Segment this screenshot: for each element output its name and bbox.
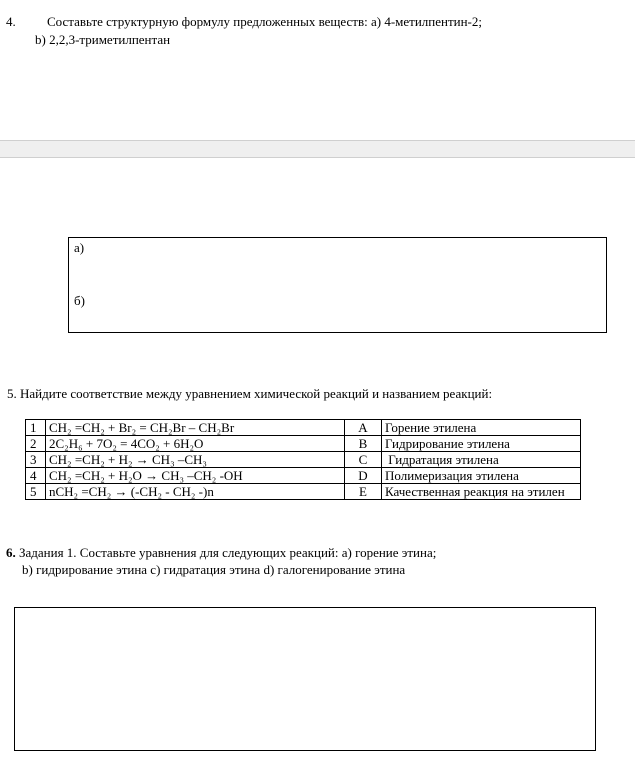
page-divider — [0, 140, 635, 158]
table-row — [26, 436, 581, 452]
table-row — [26, 484, 581, 500]
row-number: 5 — [26, 484, 46, 500]
reaction-name: Качественная реакция на этилен — [382, 484, 581, 500]
task5-line: 5. Найдите соответствие между уравнением химической реакций и названием реакций: — [7, 386, 493, 401]
reaction-name: Гидрирование этилена — [382, 436, 581, 452]
task6-line1: Задания 1. Составьте уравнения для следующих реакций: a) горение этина; — [15, 545, 437, 560]
row-letter: A — [345, 420, 382, 436]
answer-box-2[interactable] — [14, 607, 596, 751]
row-letter: D — [345, 468, 382, 484]
equation: CH₂ =CH₂ + H₂O → CH₃ –CH₂ -OH — [46, 468, 345, 484]
reaction-name: Гидратация этилена — [382, 452, 581, 468]
task4-number: 4. — [6, 14, 16, 29]
answer-box-1[interactable] — [68, 237, 607, 333]
table-row — [26, 420, 581, 436]
answer-label-a: а) — [74, 240, 85, 255]
row-letter: E — [345, 484, 382, 500]
row-letter: B — [345, 436, 382, 452]
row-number: 2 — [26, 436, 46, 452]
row-number: 1 — [26, 420, 46, 436]
task6-line2: b) гидрирование этина c) гидратация этина d) галогенирование этина — [22, 562, 406, 577]
table-row — [26, 468, 581, 484]
task4-line2: b) 2,2,3-триметилпентан — [35, 32, 171, 47]
reaction-table — [25, 419, 581, 500]
reaction-name: Горение этилена — [382, 420, 581, 436]
equation: CH₂ =CH₂ + H₂ → CH₃ –CH₃ — [46, 452, 345, 468]
task6-heading — [6, 545, 436, 561]
table-row — [26, 452, 581, 468]
task6-number: 6. — [6, 545, 16, 560]
answer-label-b: б) — [74, 293, 85, 308]
reaction-name: Полимеризация этилена — [382, 468, 581, 484]
row-number: 3 — [26, 452, 46, 468]
row-number: 4 — [26, 468, 46, 484]
equation: nCH₂ =CH₂ → (-CH₂ - CH₂ -)n — [46, 484, 345, 500]
task4-line1: Составьте структурную формулу предложенных веществ: a) 4-метилпентин-2; — [47, 14, 482, 29]
equation: CH₂ =CH₂ + Br₂ = CH₂Br – CH₂Br — [46, 420, 345, 436]
row-letter: C — [345, 452, 382, 468]
equation: 2C₂H₆ + 7O₂ = 4CO₂ + 6H₂O — [46, 436, 345, 452]
